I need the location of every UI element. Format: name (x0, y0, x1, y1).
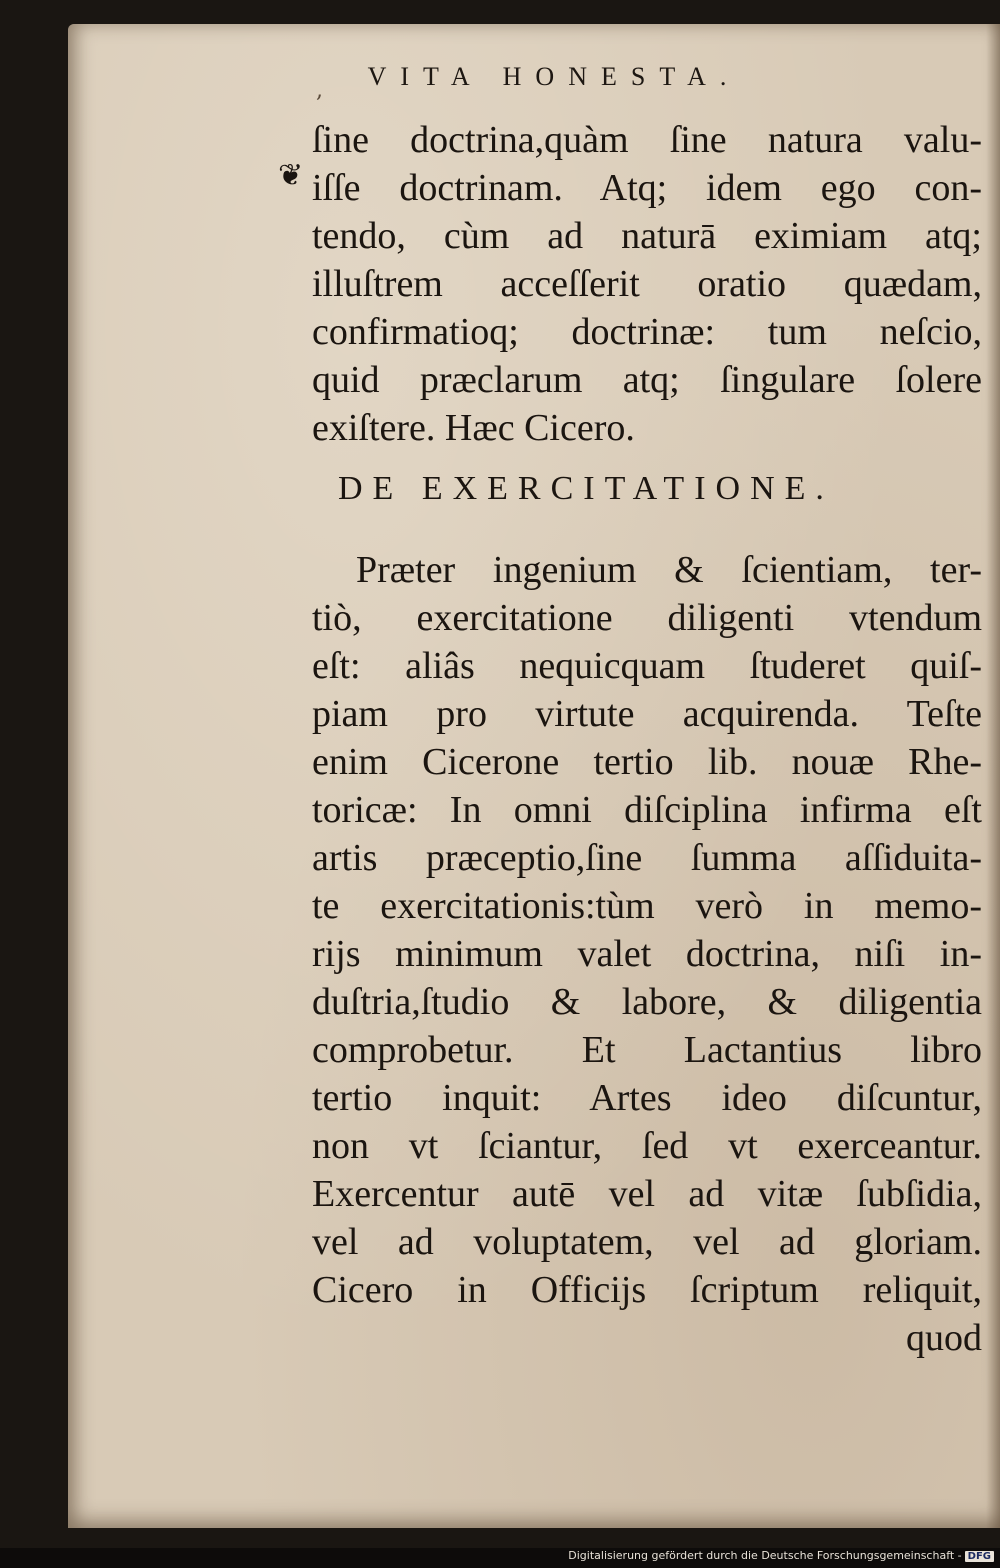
text-line: comprobetur. Et Lactantius libro (312, 1029, 982, 1071)
text-line: illuſtrem acceſſerit oratio quædam, (312, 263, 982, 305)
paragraph-exercitatione (312, 546, 982, 1362)
text-line: tiò, exercitatione diligenti vtendum (312, 597, 982, 639)
dfg-logo: DFG (965, 1551, 994, 1562)
text-line: enim Cicerone tertio lib. nouæ Rhe- (312, 741, 982, 783)
margin-ornament-icon: ❦ (278, 158, 304, 193)
text-line: non vt ſciantur, ſed vt exerceantur. (312, 1125, 982, 1167)
text-line: confirmatioq; doctrinæ: tum neſcio, (312, 311, 982, 353)
text-line: vel ad voluptatem, vel ad gloriam. (312, 1221, 982, 1263)
text-line: iſſe doctrinam. Atq; idem ego con- (312, 167, 982, 209)
text-line: quid præclarum atq; ſingulare ſolere (312, 359, 982, 401)
text-line: duſtria,ſtudio & labore, & diligentia (312, 981, 982, 1023)
text-line: Cicero in Officijs ſcriptum reliquit, (312, 1269, 982, 1311)
text-line: tendo, cùm ad naturā eximiam atq; (312, 215, 982, 257)
text-line: tertio inquit: Artes ideo diſcuntur, (312, 1077, 982, 1119)
running-head: VITA HONESTA. (367, 62, 741, 91)
paragraph-continuation (312, 116, 982, 452)
text-line: te exercitationis:tùm verò in memo- (312, 885, 982, 927)
book-page (68, 24, 1000, 1528)
digitization-credit (568, 1549, 994, 1562)
text-line: Præter ingenium & ſcientiam, ter- (356, 549, 982, 591)
text-line: toricæ: In omni diſciplina infirma eſt (312, 789, 982, 831)
text-line: piam pro virtute acquirenda. Teſte (312, 693, 982, 735)
text-line: ſine doctrina,quàm ſine natura valu- (312, 119, 982, 161)
credit-text: Digitalisierung gefördert durch die Deutsche Forschungsgemeinschaft - (568, 1549, 962, 1562)
text-line: eſt: aliâs nequicquam ſtuderet quiſ- (312, 645, 982, 687)
catchword: quod (906, 1317, 982, 1359)
corner-mark: , (316, 78, 323, 103)
text-line: artis præceptio,ſine ſumma aſſiduita- (312, 837, 982, 879)
text-line: Exercentur autē vel ad vitæ ſubſidia, (312, 1173, 982, 1215)
page-edge-shadow (986, 24, 1000, 1528)
section-heading: DE EXERCITATIONE. (338, 470, 834, 507)
text-line: exiſtere. Hæc Cicero. (312, 407, 635, 449)
text-line: rijs minimum valet doctrina, niſi in- (312, 933, 982, 975)
